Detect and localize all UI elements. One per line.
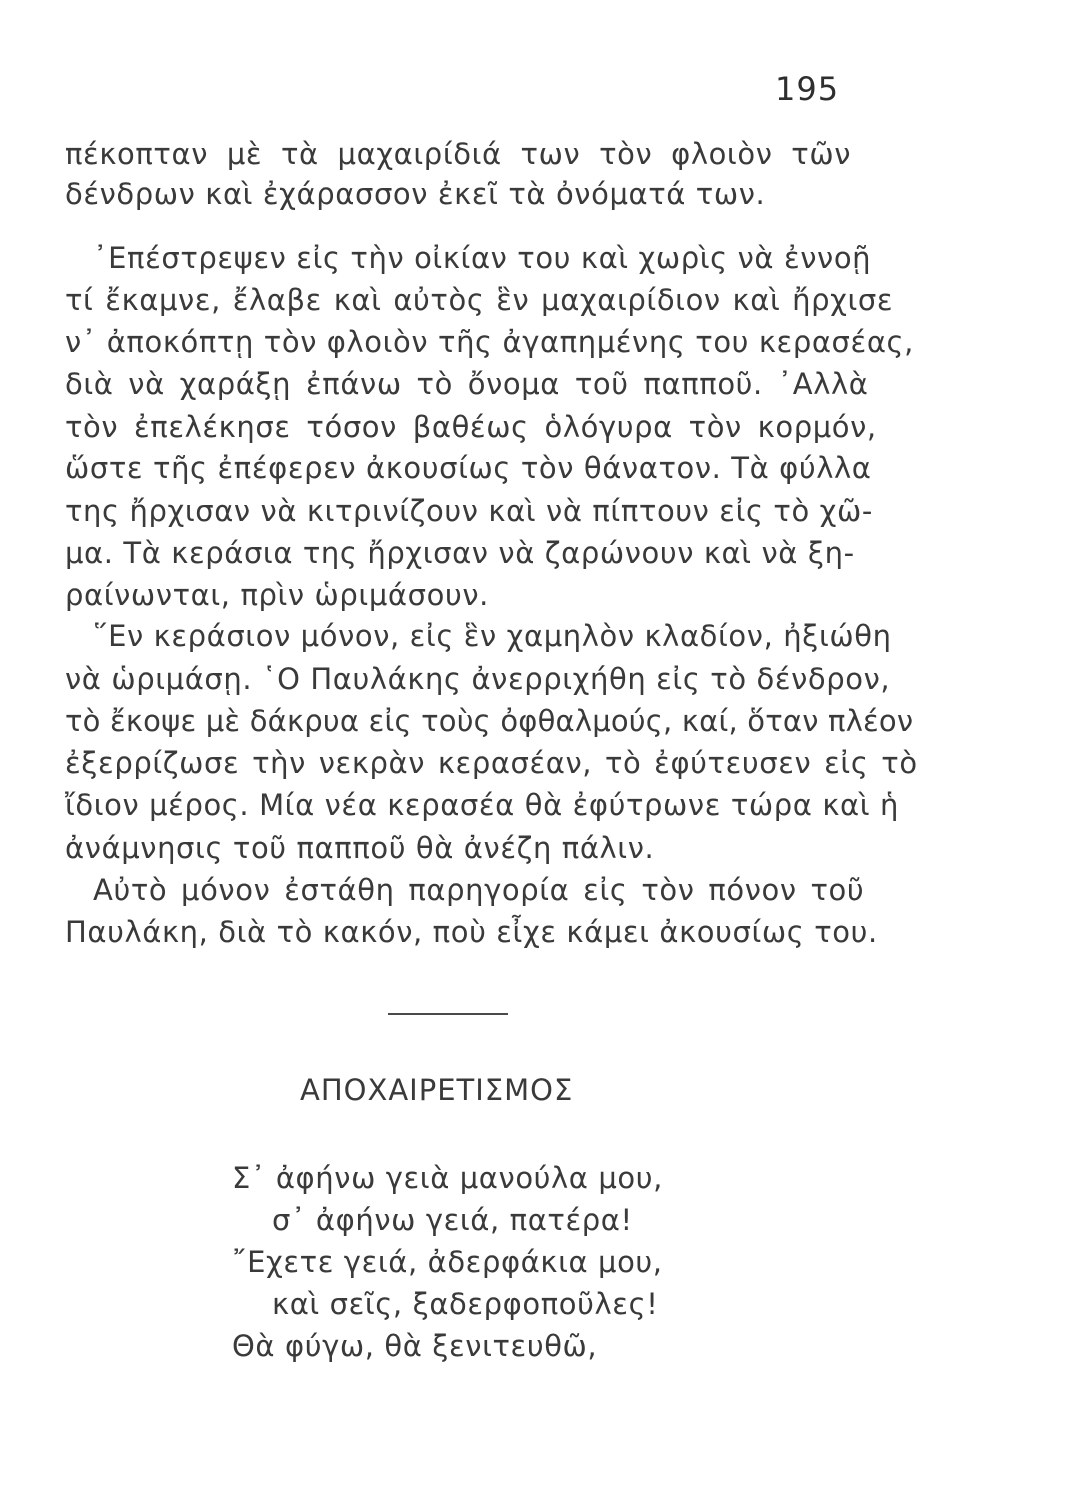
prose-line: ραίνωνται, πρὶν ὡριμάσουν.: [65, 578, 489, 612]
prose-line: πέκοπταν μὲ τὰ μαχαιρίδιά των τὸν φλοιὸν τῶν: [65, 137, 852, 171]
prose-line: τί ἔκαμνε, ἔλαβε καὶ αὐτὸς ἓν μαχαιρίδιον καὶ ἤρχισε: [65, 283, 894, 317]
page-number: 195: [775, 70, 840, 108]
prose-line: της ἤρχισαν νὰ κιτρινίζουν καὶ νὰ πίπτουν εἰς τὸ χῶ-: [65, 494, 873, 528]
poem-line: Θὰ φύγω, θὰ ξενιτευθῶ,: [232, 1329, 598, 1363]
prose-line: τὸν ἐπελέκησε τόσον βαθέως ὁλόγυρα τὸν κορμόν,: [65, 410, 877, 444]
prose-line: ἴδιον μέρος. Μία νέα κερασέα θὰ ἐφύτρωνε τώρα καὶ ἡ: [65, 788, 899, 822]
prose-line: ν᾿ ἀποκόπτῃ τὸν φλοιὸν τῆς ἀγαπημένης του κερασέας,: [65, 325, 914, 359]
prose-line: δένδρων καὶ ἐχάρασσον ἐκεῖ τὰ ὀνόματά των.: [65, 177, 766, 211]
poem-line: καὶ σεῖς, ξαδερφοποῦλες!: [272, 1287, 659, 1321]
poem-line: ῎Εχετε γειά, ἀδερφάκια μου,: [232, 1245, 663, 1279]
prose-line: τὸ ἔκοψε μὲ δάκρυα εἰς τοὺς ὀφθαλμούς, καί, ὅταν πλέον: [65, 704, 914, 738]
prose-line: Παυλάκη, διὰ τὸ κακόν, ποὺ εἶχε κάμει ἀκουσίως του.: [65, 915, 878, 949]
prose-line: ᾿Επέστρεψεν εἰς τὴν οἰκίαν του καὶ χωρὶς νὰ ἐννοῇ: [93, 241, 872, 275]
prose-line: ὥστε τῆς ἐπέφερεν ἀκουσίως τὸν θάνατον. Τὰ φύλλα: [65, 451, 872, 485]
prose-line: Αὐτὸ μόνον ἐστάθη παρηγορία εἰς τὸν πόνον τοῦ: [93, 873, 865, 907]
prose-line: ἐξερρίζωσε τὴν νεκρὰν κερασέαν, τὸ ἐφύτευσεν εἰς τὸ: [65, 746, 918, 780]
prose-line: ἀνάμνησις τοῦ παπποῦ θὰ ἀνέζη πάλιν.: [65, 831, 655, 865]
poem-line: Σ᾿ ἀφήνω γειὰ μανούλα μου,: [232, 1161, 663, 1195]
prose-line: νὰ ὡριμάσῃ. ῾Ο Παυλάκης ἀνερριχήθη εἰς τὸ δένδρον,: [65, 662, 891, 696]
section-divider: [388, 1013, 508, 1015]
poem-title: ΑΠΟΧΑΙΡΕΤΙΣΜΟΣ: [300, 1073, 574, 1107]
prose-line: διὰ νὰ χαράξῃ ἐπάνω τὸ ὄνομα τοῦ παπποῦ. ᾿Αλλὰ: [65, 367, 869, 401]
prose-line: ῞Εν κεράσιον μόνον, εἰς ἓν χαμηλὸν κλαδίον, ἠξιώθη: [93, 619, 892, 653]
prose-line: μα. Τὰ κεράσια της ἤρχισαν νὰ ζαρώνουν καὶ νὰ ξη-: [65, 536, 855, 570]
poem-line: σ᾿ ἀφήνω γειά, πατέρα!: [272, 1203, 633, 1237]
